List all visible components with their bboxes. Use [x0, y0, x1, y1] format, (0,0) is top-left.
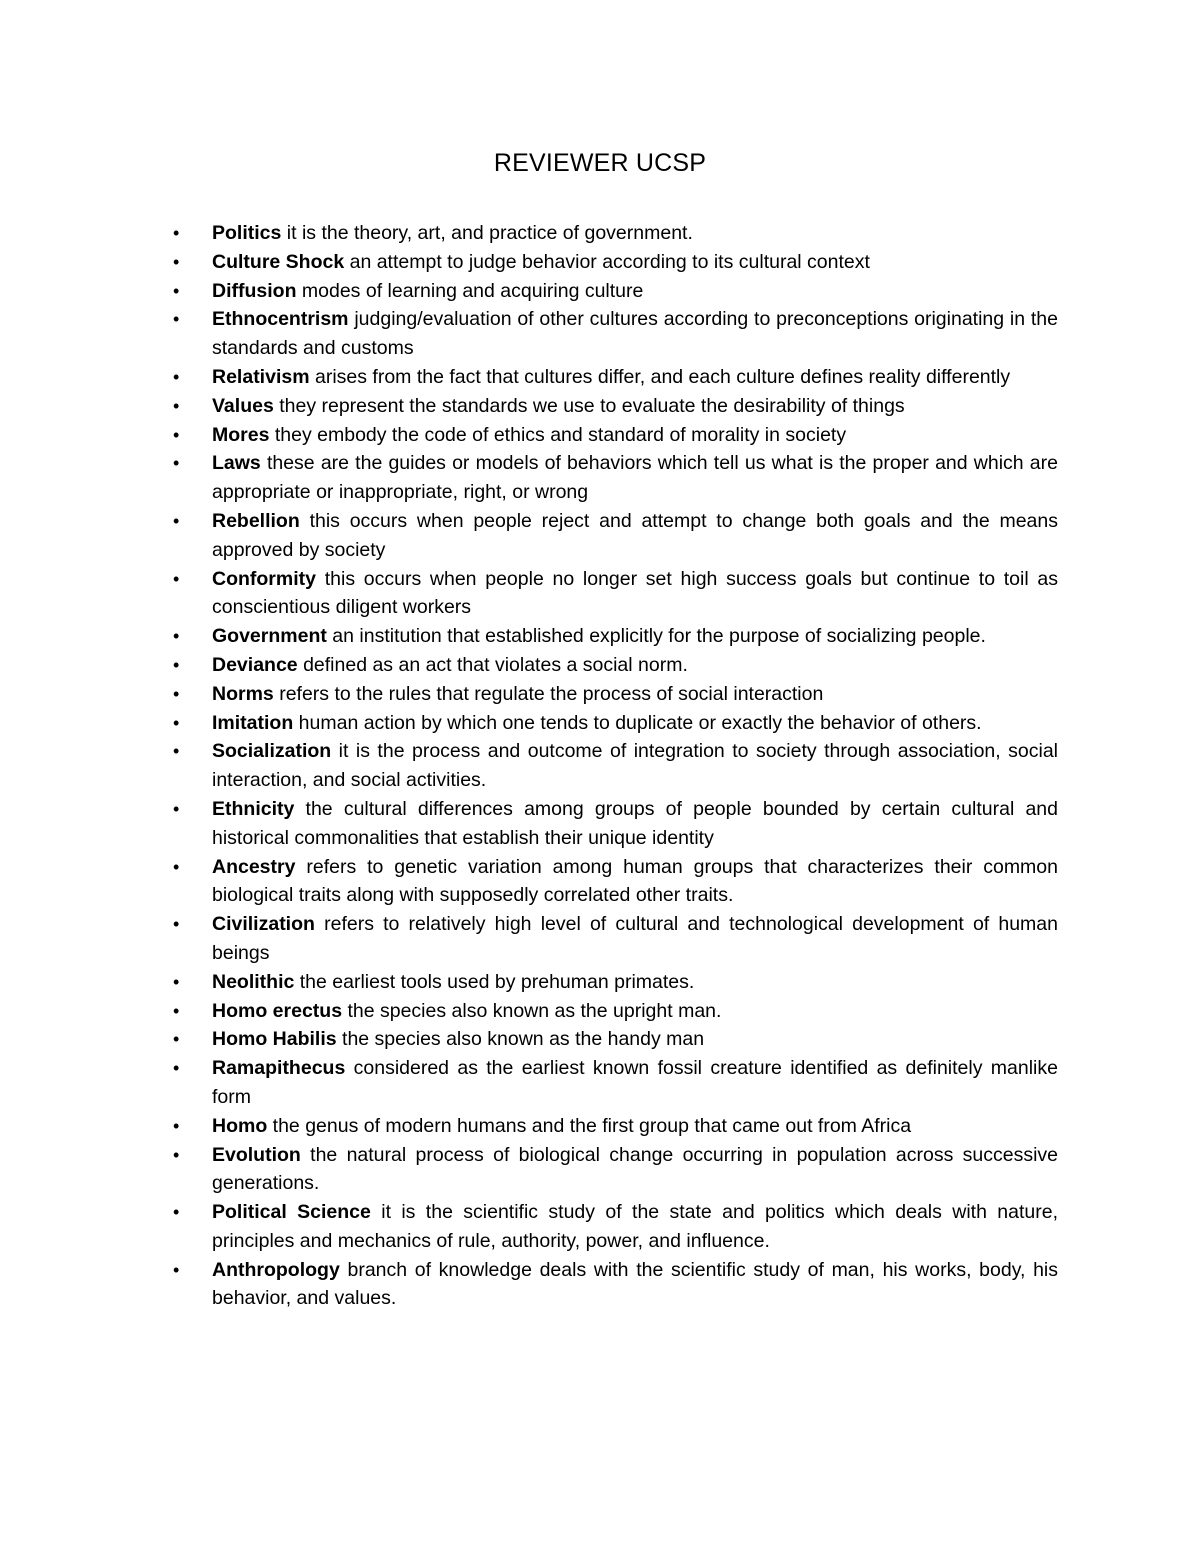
list-item: [173, 565, 1058, 623]
term-definition: it is the process and outcome of integration to society through association, social interaction, and social activities.: [212, 740, 1058, 792]
term-label: Norms: [212, 682, 274, 705]
list-item: [173, 709, 1058, 738]
term-label: Homo erectus: [212, 999, 343, 1022]
term-definition: refers to the rules that regulate the process of social interaction: [279, 682, 824, 705]
list-item: [173, 507, 1058, 565]
term-definition: the earliest tools used by prehuman primates.: [299, 970, 695, 993]
term-label: Evolution: [212, 1143, 301, 1166]
bullet-icon: •: [173, 712, 180, 733]
list-item: [173, 910, 1058, 968]
term-definition: it is the theory, art, and practice of government.: [286, 222, 693, 244]
term-definition: human action by which one tends to duplicate or exactly the behavior of others.: [298, 711, 982, 734]
list-item: [173, 651, 1058, 680]
list-item: [173, 1256, 1058, 1314]
term-list: [173, 219, 1059, 1313]
list-item: [173, 392, 1058, 421]
term-definition: judging/evaluation of other cultures according to preconceptions originating in the standards and customs: [212, 308, 1058, 360]
bullet-icon: •: [173, 1144, 180, 1165]
bullet-icon: •: [173, 510, 180, 531]
term-label: Ethnocentrism: [212, 308, 349, 331]
list-item: [173, 1198, 1058, 1256]
bullet-icon: •: [173, 1058, 180, 1079]
term-definition: defined as an act that violates a social norm.: [303, 653, 688, 676]
list-item: [173, 968, 1058, 997]
list-item: [173, 853, 1058, 911]
term-definition: arises from the fact that cultures differ, and each culture defines reality differently: [314, 365, 1011, 388]
term-label: Political Science: [212, 1201, 371, 1224]
bullet-icon: •: [173, 424, 180, 445]
bullet-icon: •: [173, 251, 180, 272]
term-definition: modes of learning and acquiring culture: [301, 279, 644, 302]
term-label: Ramapithecus: [212, 1057, 346, 1080]
bullet-icon: •: [173, 856, 180, 877]
list-item: [173, 363, 1058, 392]
bullet-icon: •: [173, 654, 180, 675]
term-definition: an attempt to judge behavior according to its cultural context: [349, 250, 870, 273]
list-item: [173, 997, 1058, 1026]
term-definition: refers to genetic variation among human groups that characterizes their common biological traits along with supposedly correlated other traits.: [212, 855, 1058, 907]
term-definition: it is the scientific study of the state and politics which deals with nature, principles and mechanics of rule, authority, power, and influence.: [212, 1201, 1058, 1252]
term-definition: branch of knowledge deals with the scientific study of man, his works, body, his behavior, and values.: [212, 1258, 1058, 1310]
term-definition: the natural process of biological change occurring in population across successive generations.: [212, 1143, 1059, 1195]
term-definition: this occurs when people reject and attempt to change both goals and the means approved by society: [212, 509, 1058, 561]
term-label: Ethnicity: [212, 797, 295, 820]
term-label: Rebellion: [212, 509, 300, 532]
bullet-icon: •: [173, 914, 180, 935]
list-item: [173, 1112, 1058, 1141]
bullet-icon: •: [173, 626, 180, 647]
bullet-icon: •: [173, 453, 180, 474]
bullet-icon: •: [173, 1259, 180, 1280]
term-label: Civilization: [212, 913, 315, 936]
term-definition: they embody the code of ethics and standard of morality in society: [274, 423, 847, 446]
list-item: [173, 1141, 1059, 1199]
term-definition: considered as the earliest known fossil creature identified as definitely manlike form: [212, 1057, 1058, 1108]
bullet-icon: •: [173, 741, 180, 762]
term-definition: the cultural differences among groups of people bounded by certain cultural and historical commonalities that establish their unique identity: [212, 797, 1058, 849]
list-item: [173, 1054, 1058, 1112]
term-label: Diffusion: [212, 279, 297, 302]
term-label: Relativism: [212, 365, 310, 388]
term-label: Socialization: [212, 740, 332, 763]
term-definition: an institution that established explicitly for the purpose of socializing people.: [332, 625, 986, 648]
list-item: [173, 449, 1058, 507]
bullet-icon: •: [173, 223, 180, 243]
list-item: [173, 277, 1058, 306]
term-label: Government: [212, 625, 327, 648]
term-label: Deviance: [212, 653, 298, 676]
term-definition: the species also known as the upright man.: [347, 999, 722, 1022]
term-definition: the species also known as the handy man: [342, 1028, 705, 1051]
term-label: Values: [212, 394, 274, 417]
term-definition: the genus of modern humans and the first group that came out from Africa: [272, 1114, 912, 1137]
list-item: [173, 1025, 1058, 1054]
bullet-icon: •: [173, 280, 180, 301]
list-item: [173, 219, 1058, 248]
term-label: Conformity: [212, 567, 316, 590]
bullet-icon: •: [173, 366, 180, 387]
bullet-icon: •: [173, 683, 180, 704]
term-label: Anthropology: [212, 1258, 340, 1281]
bullet-icon: •: [173, 395, 180, 416]
term-label: Homo Habilis: [212, 1028, 337, 1051]
term-label: Ancestry: [212, 855, 296, 878]
term-label: Homo: [212, 1114, 268, 1137]
term-label: Culture Shock: [212, 250, 345, 273]
list-item: [173, 795, 1058, 853]
list-item: [173, 248, 1058, 277]
bullet-icon: •: [173, 1115, 180, 1136]
term-definition: this occurs when people no longer set high success goals but continue to toil as conscientious diligent workers: [212, 567, 1058, 619]
list-item: [173, 680, 1058, 709]
bullet-icon: •: [173, 309, 180, 330]
term-label: Politics: [212, 222, 282, 244]
bullet-icon: •: [173, 1029, 180, 1050]
bullet-icon: •: [173, 1000, 180, 1021]
term-label: Imitation: [212, 711, 294, 734]
bullet-icon: •: [173, 798, 180, 819]
term-label: Laws: [212, 452, 261, 475]
bullet-icon: •: [173, 971, 180, 992]
term-label: Neolithic: [212, 970, 295, 993]
list-item: [173, 622, 1058, 651]
page-title: REVIEWER UCSP: [493, 149, 707, 177]
term-definition: these are the guides or models of behaviors which tell us what is the proper and which are appropriate or inappropriate, right, or wrong: [212, 452, 1058, 504]
term-label: Mores: [212, 423, 270, 446]
bullet-icon: •: [173, 568, 180, 589]
list-item: [173, 421, 1058, 450]
bullet-icon: •: [173, 1202, 180, 1223]
list-item: [173, 737, 1058, 795]
term-definition: refers to relatively high level of cultural and technological development of human beings: [212, 913, 1058, 964]
term-definition: they represent the standards we use to evaluate the desirability of things: [279, 394, 905, 417]
list-item: [173, 305, 1058, 363]
